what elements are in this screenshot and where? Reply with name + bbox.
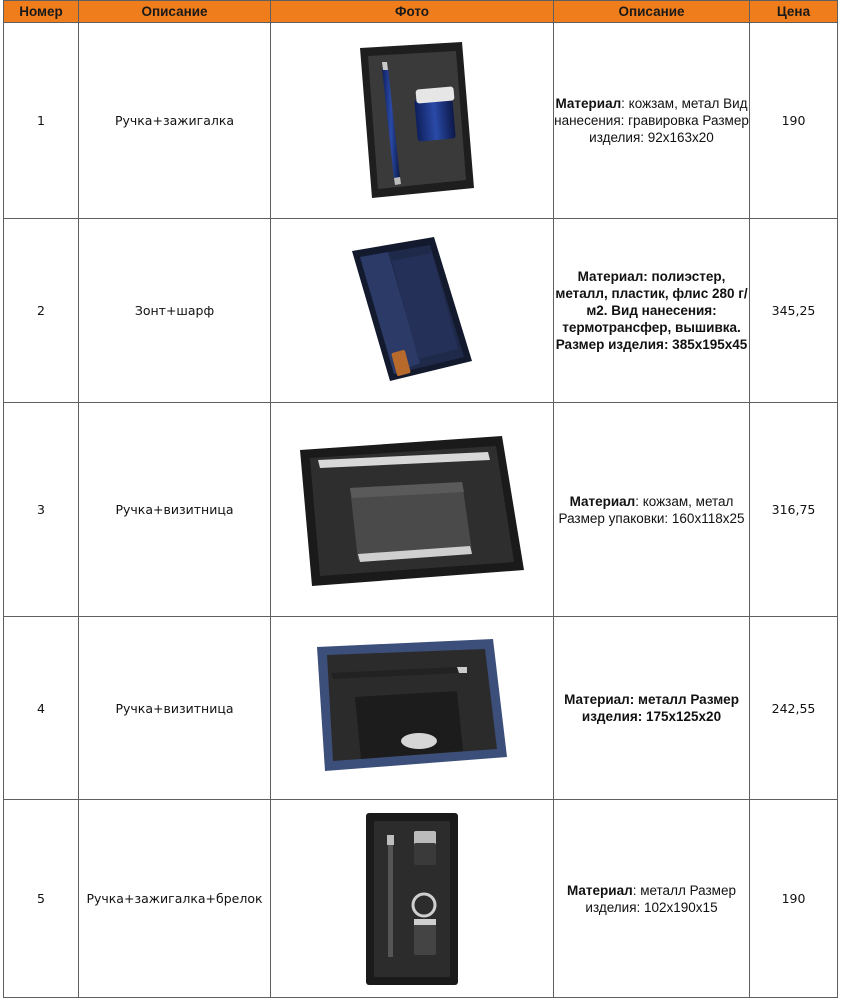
details-text: : металл Размер изделия: 175x125x20	[581, 692, 739, 724]
details-text: : полиэстер, металл, пластик, флис 280 г/м2. Вид нанесения: термотрансфер, вышивка. Размер изделия: 385x195x45	[555, 269, 748, 352]
row-number: 5	[4, 800, 79, 998]
product-photo	[271, 23, 554, 219]
pen-cardholder-metal-set-icon	[307, 633, 517, 783]
details-label: Материал	[569, 493, 636, 509]
details-label: Материал	[555, 96, 622, 111]
details-text: : металл Размер изделия: 102x190x15	[585, 882, 736, 915]
product-table	[3, 0, 838, 998]
details-text: : кожзам, метал Вид нанесения: гравировка Размер изделия: 92x163x20	[554, 96, 749, 145]
header-description: Описание	[79, 1, 271, 23]
product-price: 190	[750, 800, 838, 998]
product-price: 242,55	[750, 617, 838, 800]
pen-cardholder-set-icon	[292, 430, 532, 590]
table-row	[4, 403, 838, 617]
row-number: 4	[4, 617, 79, 800]
product-price: 190	[750, 23, 838, 219]
product-name: Ручка+визитница	[79, 617, 271, 800]
umbrella-scarf-set-icon	[332, 231, 492, 391]
product-details	[554, 800, 750, 998]
product-details	[554, 23, 750, 219]
header-number: Номер	[4, 1, 79, 23]
details-label: Материал	[577, 269, 644, 284]
details-label: Материал	[567, 882, 633, 898]
product-photo	[271, 617, 554, 800]
product-name: Ручка+зажигалка+брелок	[79, 800, 271, 998]
product-photo	[271, 219, 554, 403]
product-name: Ручка+зажигалка	[79, 23, 271, 219]
table-row	[4, 23, 838, 219]
product-price: 345,25	[750, 219, 838, 403]
header-price: Цена	[750, 1, 838, 23]
header-photo: Фото	[271, 1, 554, 23]
row-number: 3	[4, 403, 79, 617]
row-number: 1	[4, 23, 79, 219]
header-row	[4, 1, 838, 23]
product-details	[554, 219, 750, 403]
table-row	[4, 617, 838, 800]
product-details	[554, 617, 750, 800]
pen-lighter-set-icon	[342, 38, 482, 203]
row-number: 2	[4, 219, 79, 403]
header-details: Описание	[554, 1, 750, 23]
product-photo	[271, 800, 554, 998]
table-row	[4, 219, 838, 403]
pen-lighter-keychain-set-icon	[362, 809, 462, 989]
product-name: Ручка+визитница	[79, 403, 271, 617]
product-price: 316,75	[750, 403, 838, 617]
product-details	[554, 403, 750, 617]
table-row	[4, 800, 838, 998]
product-name: Зонт+шарф	[79, 219, 271, 403]
details-text: : кожзам, метал Размер упаковки: 160x118x25	[558, 493, 745, 526]
details-label: Материал	[564, 692, 630, 707]
product-photo	[271, 403, 554, 617]
